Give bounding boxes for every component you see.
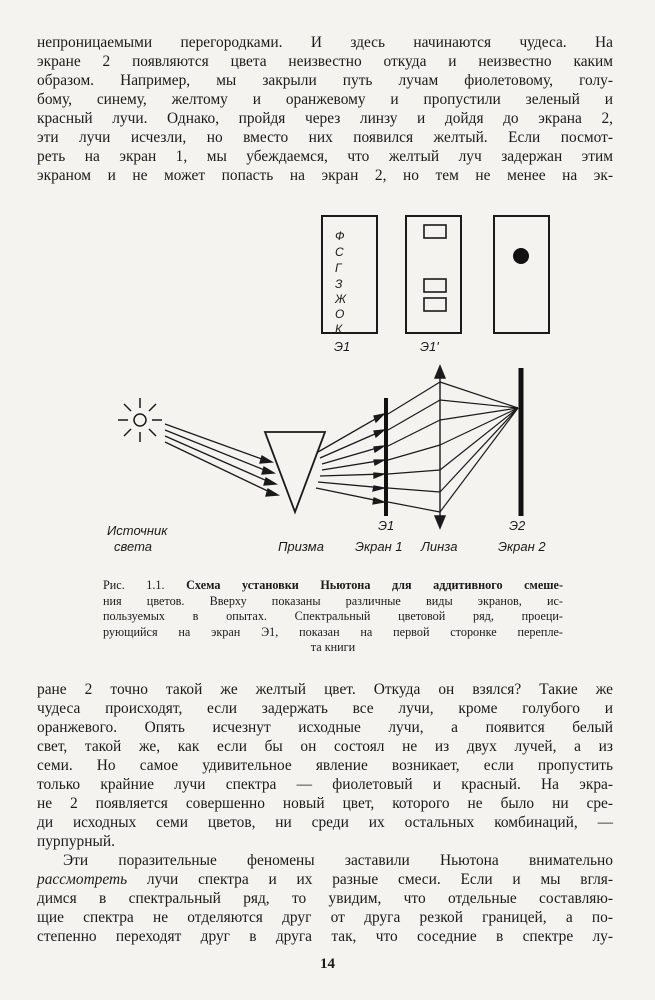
text-line: пурпурный. (37, 833, 115, 850)
color-spot (513, 248, 529, 264)
text-line: чудеса происходят, если задержать все лучи, кроме голубого и (37, 700, 613, 717)
emphasis-word: рассмотреть (37, 871, 128, 888)
panel-label-e1: Э1 (334, 339, 351, 354)
text-line: не 2 появляется совершенно новый цвет, которого не было ни сре- (37, 795, 613, 812)
paragraph-mid (37, 680, 613, 851)
label-screen-1: Экран 1 (355, 539, 403, 554)
screen-panel-e1 (322, 216, 377, 333)
text-line: непроницаемыми перегородками. И здесь начинаются чудеса. На (37, 34, 613, 51)
paragraph-bottom (37, 851, 613, 946)
caption-lead: Рис. 1.1. (103, 578, 165, 592)
incoming-rays (165, 424, 278, 496)
spectrum-letter: С (335, 245, 344, 259)
label-source: Источник (107, 523, 168, 538)
slit-opening (424, 279, 446, 292)
text-line: ране 2 точно такой же желтый цвет. Откуда он взялся? Такие же (37, 681, 613, 698)
label-lens: Линза (421, 539, 458, 554)
screen-panel-e2 (494, 216, 549, 333)
text-line: оранжевого. Опять исчезнут исходные лучи, а появится белый (37, 719, 613, 736)
text-line: степенно переходят друг в друга так, что соседние в спектре лу- (37, 928, 613, 945)
spectrum-letter: Ф (335, 229, 345, 243)
text-line: свет, такой же, как если бы он состоял не из двух лучей, а из (37, 738, 613, 755)
label-screen-2: Экран 2 (498, 539, 546, 554)
spectrum-letter: Г (335, 261, 342, 275)
text-line: бому, синему, желтому и оранжевому и пропустили зеленый и (37, 91, 613, 108)
text-line: щие спектра не отделяются друг от друга резкой границей, а по- (37, 909, 613, 926)
slit-opening (424, 298, 446, 311)
text-line: экраном и не может попасть на экран 2, но тем не менее на эк- (37, 167, 613, 184)
label-e1: Э1 (378, 518, 395, 533)
label-source-2: света (114, 539, 152, 554)
panel-label-e1-prime: Э1' (420, 339, 439, 354)
dispersed-rays (316, 414, 384, 504)
caption-line: та книги (310, 640, 356, 654)
spectrum-letter: З (335, 277, 343, 291)
page-number: 14 (320, 956, 335, 972)
label-e2: Э2 (509, 518, 526, 533)
screen-panel-e1-prime (406, 216, 461, 333)
text-line: эти лучи исчезли, но вместо них появился желтый. Если посмот- (37, 129, 613, 146)
text-line: семи. Но самое удивительное явление возникает, если пропустить (37, 757, 613, 774)
light-source-icon (118, 398, 162, 442)
text-line: экране 2 появляются цвета неизвестно откуда и неизвестно каким (37, 53, 613, 70)
spectrum-letter: Ж (335, 292, 347, 306)
spectrum-letter: К (335, 322, 343, 336)
caption-line: ния цветов. Вверху показаны различные виды экранов, ис- (103, 593, 563, 608)
figure-caption (103, 578, 563, 656)
spectrum-letter: О (335, 307, 345, 321)
text-line: димся в спектральный ряд, то увидим, что отдельные составляю- (37, 890, 613, 907)
caption-line: пользуемых в опытах. Спектральный цветовой ряд, проеци- (103, 609, 563, 623)
caption-line: рующийся на экран Э1, показан на первой сторонке перепле- (103, 624, 563, 639)
label-prism: Призма (278, 539, 324, 554)
lens (435, 366, 445, 528)
slit-opening (424, 225, 446, 238)
rays-to-lens (388, 382, 440, 512)
text-line (37, 870, 613, 889)
spectrum-letters (334, 229, 347, 336)
text-line: красный лучи. Однако, пройдя через линзу и дойдя до экрана 2, (37, 110, 613, 127)
text-line-rest: лучи спектра и их разные смеси. Если и мы вгля- (127, 871, 613, 888)
text-line: Эти поразительные феномены заставили Ньютона внимательно (63, 852, 613, 869)
text-line: только крайние лучи спектра — фиолетовый и красный. На экра- (37, 776, 613, 793)
text-line: образом. Например, мы закрыли путь лучам фиолетовому, голу- (37, 72, 613, 89)
converging-rays (440, 382, 518, 512)
prism (265, 432, 325, 512)
text-line: ди исходных семи цветов, ни среди их остальных комбинаций, — (37, 814, 613, 831)
caption-title: Схема установки Ньютона для аддитивного смеше- (186, 578, 563, 592)
text-line: реть на экран 1, мы убеждаемся, что желтый луч задержан этим (37, 148, 613, 165)
